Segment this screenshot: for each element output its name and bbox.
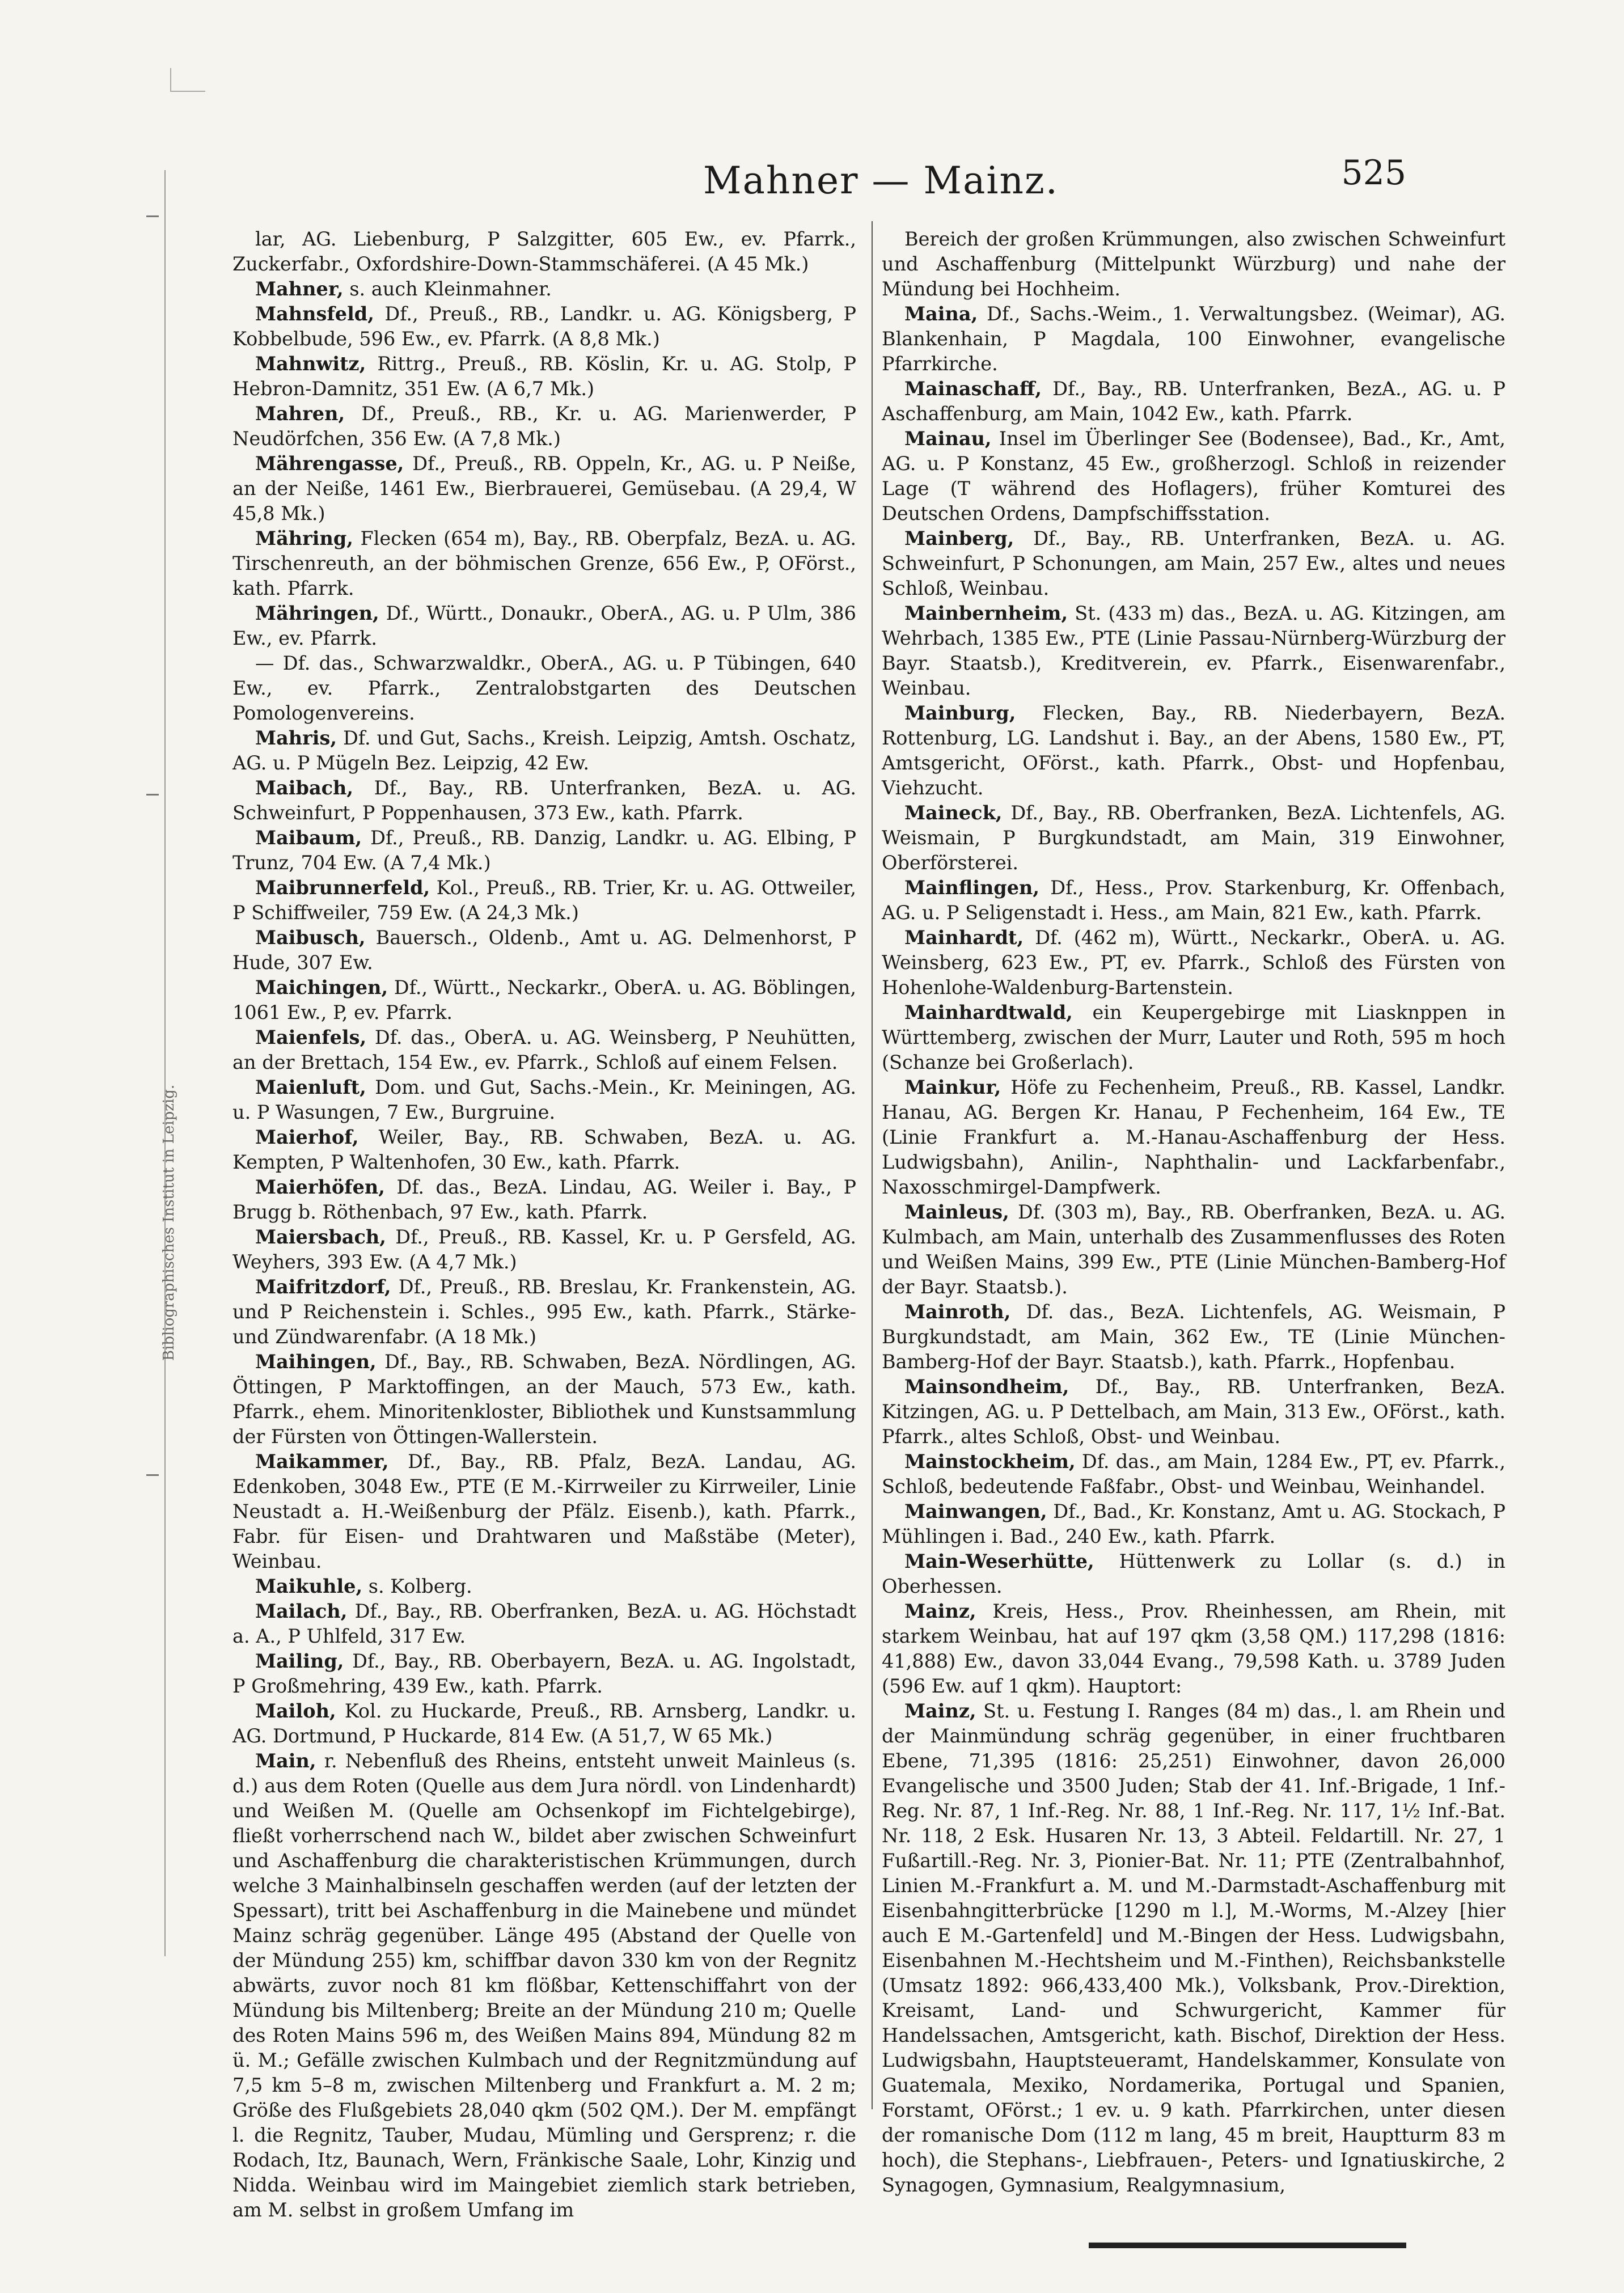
entry-headword: Mainhardtwald, [904,1001,1073,1023]
dictionary-entry [882,526,1505,601]
dictionary-entry [232,1025,856,1075]
entry-text: Df., Preuß., RB. Danzig, Landkr. u. AG. Elbing, P Trunz, 704 Ew. (A 7,4 Mk.) [232,827,856,874]
entry-headword: Main, [255,1750,316,1772]
spine-mark [146,1474,159,1476]
entry-headword: Mainkur, [904,1076,1001,1098]
entry-text: Df. das., am Main, 1284 Ew., PT, ev. Pfarrk., Schloß, bedeutende Faßfabr., Obst- und Weinbau, Weinhandel. [882,1450,1505,1497]
dictionary-entry [232,451,856,526]
entry-headword: Mainau, [904,428,992,450]
dictionary-entry [882,1499,1505,1549]
dictionary-entry [882,701,1505,801]
entry-headword: Mailach, [255,1600,348,1622]
entry-text: St. (433 m) das., BezA. u. AG. Kitzingen, am Wehrbach, 1385 Ew., PTE (Linie Passau-Nürnberg-Würzburg der Bayr. Staatsb.), Kreditverein, ev. Pfarrk., Eisenwarenfabr., Weinbau. [882,602,1505,699]
entry-text: Weiler, Bay., RB. Schwaben, BezA. u. AG. Kempten, P Waltenhofen, 30 Ew., kath. Pfarrk. [232,1126,856,1173]
dictionary-entry [232,401,856,451]
entry-headword: Maibach, [255,777,354,799]
entry-headword: Maikammer, [255,1450,389,1473]
entry-text: Df., Bay., RB. Unterfranken, BezA. Kitzingen, AG. u. P Dettelbach, am Main, 313 Ew., OFörst., kath. Pfarrk., altes Schloß, Obst- und Weinbau. [882,1376,1505,1448]
entry-text: — Df. das., Schwarzwaldkr., OberA., AG. u. P Tübingen, 640 Ew., ev. Pfarrk., Zentralobstgarten des Deutschen Pomologenvereins. [232,652,856,724]
entry-text: Df., Bay., RB. Oberbayern, BezA. u. AG. Ingolstadt, P Großmehring, 439 Ew., kath. Pfarrk. [232,1650,856,1697]
entry-text: Insel im Überlinger See (Bodensee), Bad., Kr., Amt, AG. u. P Konstanz, 45 Ew., großherzogl. Schloß in reizender Lage (T während des Hoflagers), früher Komturei des Deutschen Ordens, Dampfschiffsstation. [882,428,1505,524]
entry-text: Df., Preuß., RB. Breslau, Kr. Frankenstein, AG. und P Reichenstein i. Schles., 995 Ew., kath. Pfarrk., Stärke- und Zündwarenfabr. (A 18 Mk.) [232,1276,856,1348]
entry-headword: Mahnsfeld, [255,303,374,325]
dictionary-entry [232,1574,856,1599]
entry-headword: Mainaschaff, [904,378,1042,400]
entry-text: Df., Bay., RB. Unterfranken, BezA. u. AG. Schweinfurt, P Poppenhausen, 373 Ew., kath. Pfarrk. [232,777,856,824]
spine-mark [146,794,159,796]
entry-text: Df. und Gut, Sachs., Kreish. Leipzig, Amtsh. Oschatz, AG. u. P Mügeln Bez. Leipzig, 42 Ew. [232,727,856,774]
entry-headword: Mainsondheim, [904,1376,1069,1398]
dictionary-entry [882,801,1505,875]
dictionary-entry [882,376,1505,426]
column-divider [872,221,873,2109]
dictionary-entry [882,925,1505,1000]
entry-headword: Maibrunnerfeld, [255,877,430,899]
entry-headword: Maienfels, [255,1026,367,1048]
dictionary-entry [882,1374,1505,1449]
entry-headword: Maihingen, [255,1351,377,1373]
entry-headword: Mainwangen, [904,1500,1047,1522]
dictionary-entry [232,601,856,651]
dictionary-entry [882,875,1505,925]
entry-text: Df., Hess., Prov. Starkenburg, Kr. Offenbach, AG. u. P Seligenstadt i. Hess., am Main, 821 Ew., kath. Pfarrk. [882,877,1505,924]
entry-text: Df., Bad., Kr. Konstanz, Amt u. AG. Stockach, P Mühlingen i. Bad., 240 Ew., kath. Pfarrk. [882,1500,1505,1547]
spine-imprint: Bibliographisches Institut in Leipzig. [160,1084,177,1361]
entry-headword: Mähringen, [255,602,379,624]
entry-headword: Maichingen, [255,976,388,999]
corner-mark [170,68,205,92]
dictionary-entry [232,925,856,975]
entry-headword: Mahren, [255,403,345,425]
entry-headword: Mainberg, [904,527,1014,549]
entry-headword: Maierhof, [255,1126,359,1148]
dictionary-entry [232,776,856,826]
entry-headword: Mainz, [904,1700,976,1722]
entry-text: Df., Bay., RB. Unterfranken, BezA., AG. u. P Aschaffenburg, am Main, 1042 Ew., kath. Pfarrk. [882,378,1505,425]
dictionary-entry [882,1549,1505,1599]
entry-headword: Maibaum, [255,827,362,849]
dictionary-entry [882,1599,1505,1699]
dictionary-entry [882,1200,1505,1300]
entry-text: Flecken, Bay., RB. Niederbayern, BezA. Rottenburg, LG. Landshut i. Bay., an der Abens, 1580 Ew., PT, Amtsgericht, OFörst., kath. Pfarrk., Obst- und Hopfenbau, Viehzucht. [882,702,1505,799]
dictionary-entry [232,526,856,601]
dictionary-entry [882,1000,1505,1075]
entry-headword: Mährengasse, [255,452,404,475]
entry-headword: Mähring, [255,527,353,549]
dictionary-entry [882,1449,1505,1499]
entry-headword: Mainburg, [904,702,1016,724]
dictionary-entry [232,227,856,277]
dictionary-entry [232,1175,856,1225]
dictionary-entry [232,1599,856,1649]
dictionary-entry [232,1649,856,1699]
entry-text: r. Nebenfluß des Rheins, entsteht unweit Mainleus (s. d.) aus dem Roten (Quelle aus dem Jura nördl. von Lindenhardt) und Weißen M. (Quelle am Ochsenkopf im Fichtelgebirge), fließt vorherrschend nach W., bildet aber zwischen Schweinfurt und Aschaffenburg die charakteristischen Krümmungen, durch welche 3 Mainhalbinseln geschaffen werden (auf der letzten der Spessart), tritt bei Aschaffenburg in die Mainebene und mündet Mainz schräg gegenüber. Länge 495 (Abstand der Quelle von der Mündung 255) km, schiffbar davon 330 km von der Regnitz abwärts, zuvor noch 81 km flößbar, Kettenschiffahrt von der Mündung bis Miltenberg; Breite an der Mündung 210 m; Quelle des Roten Mains 596 m, des Weißen Mains 894, Mündung 82 m ü. M.; Gefälle zwischen Kulmbach und der Regnitzmündung auf 7,5 km 5–8 m, zwischen Miltenberg und Frankfurt a. M. 2 m; Größe des Flußgebiets 28,040 qkm (502 QM.). Der M. empfängt l. die Regnitz, Tauber, Mudau, Mümling und Gersprenz; r. die Rodach, Itz, Baunach, Wern, Fränkische Saale, Lohr, Kinzig und Nidda. Weinbau wird im Maingebiet ziemlich stark betrieben, am M. selbst in großem Umfang im [232,1750,856,2221]
entry-headword: Maierhöfen, [255,1176,385,1198]
entry-text: Kreis, Hess., Prov. Rheinhessen, am Rhein, mit starkem Weinbau, hat auf 197 qkm (3,58 QM.) 117,298 (1816: 41,888) Ew., davon 33,044 Evang., 79,598 Kath. u. 3789 Juden (596 Ew. auf 1 qkm). Hauptort: [882,1600,1505,1697]
dictionary-entry [232,726,856,776]
entry-text: Df., Bay., RB. Schwaben, BezA. Nördlingen, AG. Öttingen, P Marktoffingen, an der Mauch, 573 Ew., kath. Pfarrk., ehem. Minoritenkloster, Bibliothek und Kunstsammlung der Fürsten von Öttingen-Wallerstein. [232,1351,856,1448]
right-column [882,227,1505,2196]
entry-text: St. u. Festung I. Ranges (84 m) das., l. am Rhein und der Mainmündung schräg gegenüber, in einer fruchtbaren Ebene, 71,395 (1816: 25,251) Einwohner, davon 26,000 Evangelische und 3500 Juden; Stab der 41. Inf.-Brigade, 1 Inf.-Reg. Nr. 87, 1 Inf.-Reg. Nr. 88, 1 Inf.-Reg. Nr. 117, 1½ Inf.-Bat. Nr. 118, 2 Esk. Husaren Nr. 13, 3 Abteil. Feldartill. Nr. 27, 1 Fußartill.-Reg. Nr. 3, Pionier-Bat. Nr. 11; PTE (Zentralbahnhof, Linien M.-Frankfurt a. M. und M.-Darmstadt-Aschaffenburg mit Eisenbahngitterbrücke [1290 m l.], M.-Worms, M.-Alzey [hier auch E M.-Gartenfeld] und M.-Bingen der Hess. Ludwigsbahn, Eisenbahnen M.-Hechtsheim und M.-Finthen), Reichsbankstelle (Umsatz 1892: 966,433,400 Mk.), Volksbank, Prov.-Direktion, Kreisamt, Land- und Schwurgericht, Kammer für Handelssachen, Amtsgericht, kath. Bischof, Direktion der Hess. Ludwigsbahn, Hauptsteueramt, Handelskammer, Konsulate von Guatemala, Mexiko, Nordamerika, Portugal und Spanien, Forstamt, OFörst.; 1 ev. u. 9 kath. Pfarrkirchen, unter diesen der romanische Dom (112 m lang, 45 m breit, Hauptturm 83 m hoch), die Stephans-, Liebfrauen-, Peters- und Ignatiuskirche, 2 Synagogen, Gymnasium, Realgymnasium, [882,1700,1505,2196]
dictionary-entry [882,227,1505,302]
entry-text: Df., Bay., RB. Unterfranken, BezA. u. AG. Schweinfurt, P Schonungen, am Main, 257 Ew., altes und neues Schloß, Weinbau. [882,527,1505,599]
dictionary-entry [232,1749,856,2223]
left-column [232,227,856,2221]
dictionary-entry [232,1075,856,1125]
dictionary-entry [882,1699,1505,2198]
entry-text: Df. das., BezA. Lindau, AG. Weiler i. Bay., P Brugg b. Röthenbach, 97 Ew., kath. Pfarrk. [232,1176,856,1223]
dictionary-entry [232,352,856,401]
dictionary-entry [232,826,856,875]
binding-edge [142,170,166,1956]
entry-text: s. auch Kleinmahner. [343,278,552,300]
entry-headword: Maienluft, [255,1076,366,1098]
entry-text: ein Keupergebirge mit Liasknppen in Württemberg, zwischen der Murr, Lauter und Roth, 595 m hoch (Schanze bei Großerlach). [882,1001,1505,1073]
entry-text: Df. das., BezA. Lichtenfels, AG. Weismain, P Burgkundstadt, am Main, 362 Ew., TE (Linie München-Bamberg-Hof der Bayr. Staatsb.), kath. Pfarrk., Hopfenbau. [882,1301,1505,1373]
entry-text: Bauersch., Oldenb., Amt u. AG. Delmenhorst, P Hude, 307 Ew. [232,926,856,974]
entry-headword: Mainleus, [904,1201,1009,1223]
entry-headword: Maina, [904,303,978,325]
entry-headword: Maikuhle, [255,1575,363,1597]
entry-text: Df., Preuß., RB. Oppeln, Kr., AG. u. P Neiße, an der Neiße, 1461 Ew., Bierbrauerei, Gemüsebau. (A 29,4, W 45,8 Mk.) [232,452,856,524]
entry-headword: Maineck, [904,802,1003,824]
entry-text: Df., Sachs.-Weim., 1. Verwaltungsbez. (Weimar), AG. Blankenhain, P Magdala, 100 Einwohner, evangelische Pfarrkirche. [882,303,1505,375]
dictionary-entry [232,1225,856,1275]
entry-headword: Mailing, [255,1650,344,1672]
dictionary-entry [232,1275,856,1349]
dictionary-entry [232,1349,856,1449]
dictionary-entry [882,426,1505,526]
entry-text: Höfe zu Fechenheim, Preuß., RB. Kassel, Landkr. Hanau, AG. Bergen Kr. Hanau, P Fechenheim, 164 Ew., TE (Linie Frankfurt a. M.-Hanau-Aschaffenburg der Hess. Ludwigsbahn), Anilin-, Naphthalin- und Lackfarbenfabr., Naxosschmirgel-Dampfwerk. [882,1076,1505,1198]
entry-text: Df., Bay., RB. Oberfranken, BezA. u. AG. Höchstadt a. A., P Uhlfeld, 317 Ew. [232,1600,856,1647]
dictionary-entry [232,875,856,925]
entry-text: s. Kolberg. [362,1575,472,1597]
dictionary-entry [882,1300,1505,1374]
entry-text: Df., Preuß., RB. Kassel, Kr. u. P Gersfeld, AG. Weyhers, 393 Ew. (A 4,7 Mk.) [232,1226,856,1273]
entry-headword: Mainhardt, [904,926,1024,949]
entry-text: Df., Württ., Neckarkr., OberA. u. AG. Böblingen, 1061 Ew., P, ev. Pfarrk. [232,976,856,1023]
entry-headword: Mahner, [255,278,344,300]
entry-text: Df., Bay., RB. Pfalz, BezA. Landau, AG. Edenkoben, 3048 Ew., PTE (E M.-Kirrweiler zu Kirrweiler, Linie Neustadt a. H.-Weißenburg der Pfälz. Eisenb.), kath. Pfarrk., Fabr. für Eisen- und Drahtwaren und Maßstäbe (Meter), Weinbau. [232,1450,856,1572]
page-title: Mahner — Mainz. [703,159,1059,202]
dictionary-entry [232,302,856,352]
entry-text: Bereich der großen Krümmungen, also zwischen Schweinfurt und Aschaffenburg (Mittelpunkt Würzburg) und nahe der Mündung bei Hochheim. [882,228,1505,300]
entry-headword: Mahnwitz, [255,353,366,375]
dictionary-entry [232,975,856,1025]
dictionary-entry [232,277,856,302]
entry-text: Rittrg., Preuß., RB. Köslin, Kr. u. AG. Stolp, P Hebron-Damnitz, 351 Ew. (A 6,7 Mk.) [232,353,856,400]
dictionary-entry [232,1699,856,1749]
entry-headword: Maifritzdorf, [255,1276,391,1298]
entry-headword: Mahris, [255,727,337,749]
entry-headword: Main-Weserhütte, [904,1550,1094,1572]
entry-text: Kol., Preuß., RB. Trier, Kr. u. AG. Ottweiler, P Schiffweiler, 759 Ew. (A 24,3 Mk.) [232,877,856,924]
entry-text: Df. (303 m), Bay., RB. Oberfranken, BezA. u. AG. Kulmbach, am Main, unterhalb des Zusammenflusses des Roten und Weißen Mains, 399 Ew., PTE (Linie München-Bamberg-Hof der Bayr. Staatsb.). [882,1201,1505,1298]
entry-headword: Mainbernheim, [904,602,1068,624]
entry-text: Df., Preuß., RB., Kr. u. AG. Marienwerder, P Neudörfchen, 356 Ew. (A 7,8 Mk.) [232,403,856,450]
entry-text: Kol. zu Huckarde, Preuß., RB. Arnsberg, Landkr. u. AG. Dortmund, P Huckarde, 814 Ew. (A 51,7, W 65 Mk.) [232,1700,856,1747]
entry-headword: Mainflingen, [904,877,1040,899]
page-number: 525 [1341,153,1406,193]
dictionary-entry [882,601,1505,701]
entry-text: Df., Preuß., RB., Landkr. u. AG. Königsberg, P Kobbelbude, 596 Ew., ev. Pfarrk. (A 8,8 Mk.) [232,303,856,350]
entry-headword: Mainroth, [904,1301,1011,1323]
entry-text: Df. (462 m), Württ., Neckarkr., OberA. u. AG. Weinsberg, 623 Ew., PT, ev. Pfarrk., Schloß des Fürsten von Hohenlohe-Waldenburg-Bartenstein. [882,926,1505,999]
entry-headword: Maiersbach, [255,1226,386,1248]
dictionary-entry [882,302,1505,376]
dictionary-entry [232,651,856,726]
entry-text: Df. das., OberA. u. AG. Weinsberg, P Neuhütten, an der Brettach, 154 Ew., ev. Pfarrk., Schloß auf einem Felsen. [232,1026,856,1073]
bottom-rule [1089,2243,1406,2248]
dictionary-entry [882,1075,1505,1200]
entry-text: Df., Bay., RB. Oberfranken, BezA. Lichtenfels, AG. Weismain, P Burgkundstadt, am Main, 319 Einwohner, Oberförsterei. [882,802,1505,874]
entry-headword: Mainz, [904,1600,976,1622]
spine-mark [146,215,159,217]
entry-text: Df., Württ., Donaukr., OberA., AG. u. P Ulm, 386 Ew., ev. Pfarrk. [232,602,856,649]
entry-headword: Mailoh, [255,1700,336,1722]
entry-headword: Mainstockheim, [904,1450,1076,1473]
entry-text: Flecken (654 m), Bay., RB. Oberpfalz, BezA. u. AG. Tirschenreuth, an der böhmischen Grenze, 656 Ew., P, OFörst., kath. Pfarrk. [232,527,856,599]
entry-text: Hüttenwerk zu Lollar (s. d.) in Oberhessen. [882,1550,1505,1597]
entry-text: lar, AG. Liebenburg, P Salzgitter, 605 Ew., ev. Pfarrk., Zuckerfabr., Oxfordshire-Down-Stammschäferei. (A 45 Mk.) [232,228,856,275]
dictionary-entry [232,1449,856,1574]
entry-headword: Maibusch, [255,926,366,949]
dictionary-entry [232,1125,856,1175]
entry-text: Dom. und Gut, Sachs.-Mein., Kr. Meiningen, AG. u. P Wasungen, 7 Ew., Burgruine. [232,1076,856,1123]
page-header [215,153,1406,210]
